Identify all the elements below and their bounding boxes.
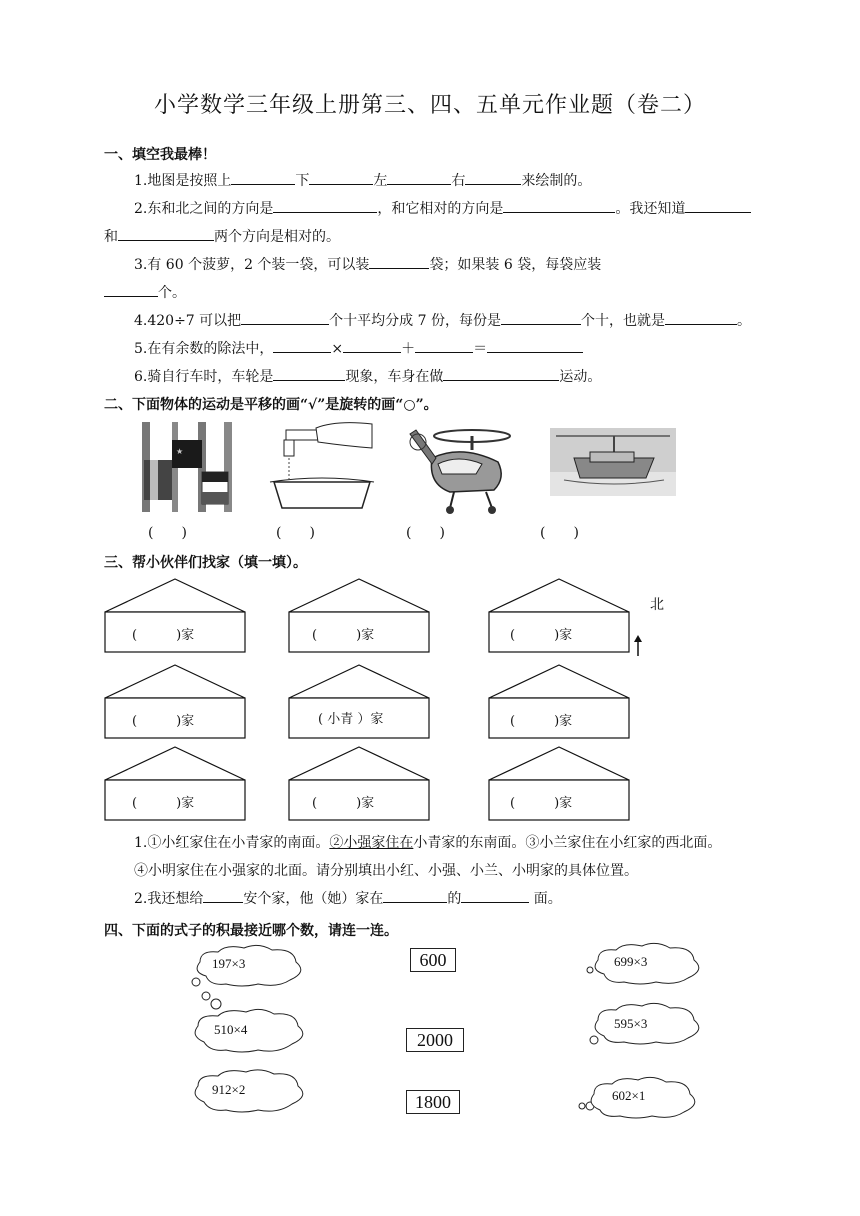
answer-blank[interactable]	[343, 338, 401, 353]
answer-blank[interactable]	[461, 888, 529, 903]
answer-blank[interactable]	[415, 338, 473, 353]
answer-blank[interactable]	[503, 198, 615, 213]
answer-blank[interactable]	[309, 170, 373, 185]
answer-blank[interactable]	[203, 888, 243, 903]
question-3: 3.有 60 个菠萝，2 个装一袋，可以装 袋；如果装 6 袋，每袋应装	[134, 254, 601, 274]
page-title: 小学数学三年级上册第三、四、五单元作业题（卷二）	[153, 93, 706, 118]
house-label[interactable]: ( )家	[510, 714, 573, 729]
house	[488, 746, 630, 822]
answer-blank[interactable]	[241, 310, 329, 325]
section3-heading: 三、帮小伙伴们找家（填一填）。	[104, 555, 307, 571]
answer-blank[interactable]	[465, 170, 521, 185]
expression-text: 602×1	[612, 1088, 646, 1103]
answer-blank[interactable]	[104, 282, 158, 297]
question-6: 6.骑自行车时，车轮是 现象，车身在做 运动。	[134, 366, 601, 386]
north-arrow-icon	[632, 634, 644, 658]
number-box[interactable]: 1800	[406, 1090, 460, 1114]
section3-p1-line2: ④小明家住在小强家的北面。请分别填出小红、小强、小兰、小明家的具体位置。	[134, 863, 638, 879]
cloud-expression[interactable]	[584, 1000, 708, 1048]
question-3-cont: 个。	[104, 282, 186, 302]
answer-blank[interactable]	[685, 198, 751, 213]
answer-blank[interactable]	[369, 254, 429, 269]
answer-blank[interactable]	[383, 888, 447, 903]
question-4: 4.420÷7 可以把 个十平均分成 7 份，每份是 个十，也就是 。	[134, 310, 751, 330]
house-label[interactable]: ( )家	[132, 796, 195, 811]
faucet-icon	[266, 418, 378, 510]
question-2: 2.东和北之间的方向是 ，和它相对的方向是 。我还知道	[134, 198, 751, 218]
answer-blank[interactable]	[231, 170, 295, 185]
answer-blank[interactable]	[387, 170, 451, 185]
expression-text: 510×4	[214, 1022, 248, 1037]
cloud-expression[interactable]	[186, 942, 310, 988]
house	[288, 578, 430, 654]
helicopter-icon	[402, 414, 512, 518]
answer-blank[interactable]	[273, 198, 377, 213]
answer-blank[interactable]	[501, 310, 581, 325]
house-label[interactable]: ( )家	[132, 628, 195, 643]
section3-p1-line1: 1.①小红家住在小青家的南面。②小强家住在小青家的东南面。③小兰家住在小红家的西北面。	[134, 835, 722, 851]
house-label[interactable]: ( )家	[312, 628, 375, 643]
expression-text: 699×3	[614, 954, 648, 969]
house-label-xiaoqing: ( 小青 ）家	[318, 712, 384, 727]
question-1: 1.地图是按照上 下 左 右 来绘制的。	[134, 170, 591, 190]
answer-blank[interactable]	[665, 310, 737, 325]
house	[488, 664, 630, 740]
house-label[interactable]: ( )家	[132, 714, 195, 729]
north-label: 北	[650, 597, 664, 613]
number-box[interactable]: 600	[410, 948, 456, 972]
answer-paren[interactable]: ( )	[276, 525, 315, 541]
house	[104, 578, 246, 654]
answer-blank[interactable]	[273, 338, 331, 353]
answer-blank[interactable]	[443, 366, 559, 381]
question-5: 5.在有余数的除法中， × ＋ ＝	[134, 338, 583, 358]
cloud-expression[interactable]	[576, 1072, 706, 1122]
number-box[interactable]: 2000	[406, 1028, 464, 1052]
cloud-expression[interactable]	[186, 1068, 310, 1116]
house	[104, 746, 246, 822]
answer-blank[interactable]	[487, 338, 583, 353]
answer-blank[interactable]	[273, 366, 345, 381]
house	[288, 664, 430, 740]
expression-text: 912×2	[212, 1082, 246, 1097]
house-label[interactable]: ( )家	[510, 796, 573, 811]
house	[104, 664, 246, 740]
answer-paren[interactable]: ( )	[540, 525, 579, 541]
expression-text: 595×3	[614, 1016, 648, 1031]
answer-paren[interactable]: ( )	[148, 525, 187, 541]
house	[288, 746, 430, 822]
question-2-cont: 和 两个方向是相对的。	[104, 226, 340, 246]
expression-text: 197×3	[212, 956, 246, 971]
flag-icon	[140, 420, 234, 514]
svg-text:★: ★	[176, 447, 184, 456]
boat-icon	[550, 428, 676, 496]
section1-heading: 一、填空我最棒！	[104, 147, 216, 163]
answer-blank[interactable]	[118, 226, 214, 241]
cloud-expression[interactable]	[186, 990, 310, 1058]
house-label[interactable]: ( )家	[510, 628, 573, 643]
section4-heading: 四、下面的式子的积最接近哪个数，请连一连。	[104, 923, 398, 939]
section2-heading: 二、下面物体的运动是平移的画“√”是旋转的画“○”。	[104, 397, 438, 413]
answer-paren[interactable]: ( )	[406, 525, 445, 541]
house-label[interactable]: ( )家	[312, 796, 375, 811]
house	[488, 578, 630, 654]
section3-p2: 2.我还想给 安个家，他（她）家在 的 面。	[134, 888, 562, 908]
cloud-expression[interactable]	[584, 940, 708, 986]
